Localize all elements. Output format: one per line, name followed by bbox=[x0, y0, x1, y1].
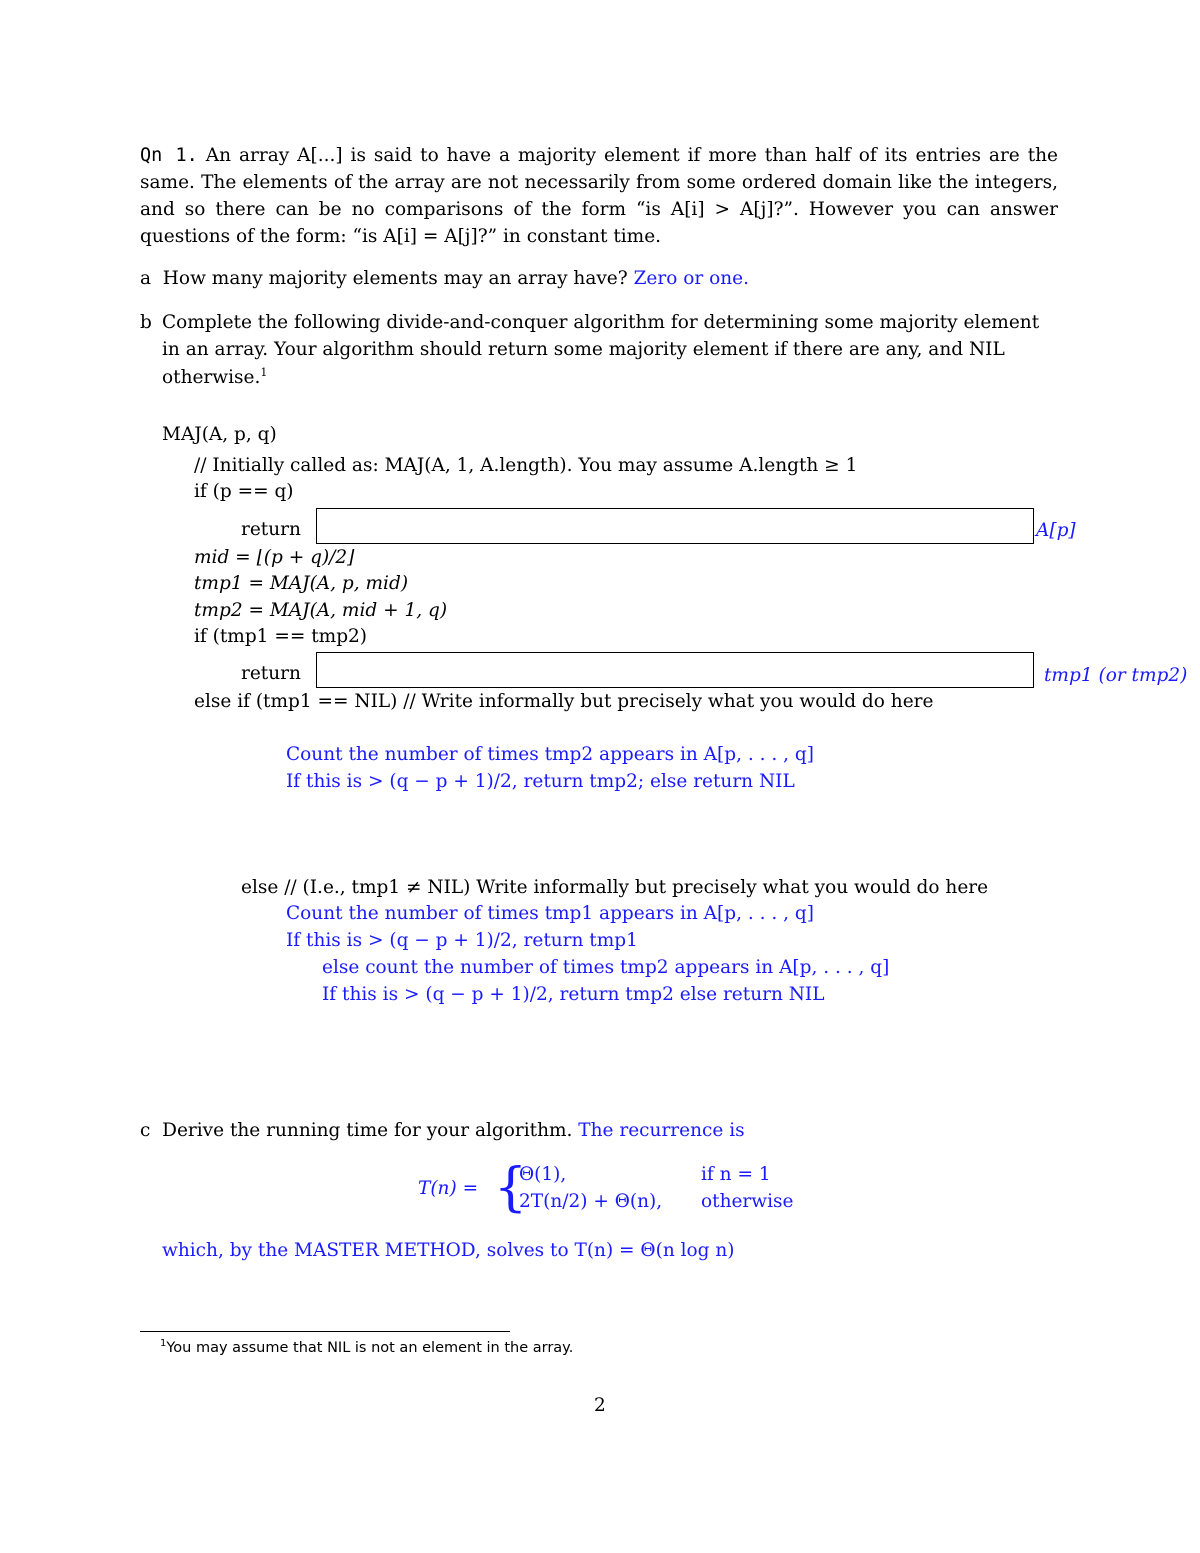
answer-1: A[p] bbox=[1036, 520, 1076, 541]
recurrence-case2-expr: 2T(n/2) + Θ(n), bbox=[519, 1191, 663, 1212]
part-a bbox=[140, 268, 749, 289]
footnote-mark: 1 bbox=[160, 1338, 167, 1349]
algo-tmp1: tmp1 = MAJ(A, p, mid) bbox=[194, 573, 409, 594]
else-answer-1: Count the number of times tmp1 appears in A[p, . . . , q] bbox=[286, 903, 814, 924]
part-a-answer: Zero or one. bbox=[633, 268, 749, 289]
else-answer-3: else count the number of times tmp2 appears in A[p, . . . , q] bbox=[322, 957, 890, 978]
question-text: An array A[...] is said to have a majority element if more than half of its entries are the same. The elements of the array are not necessarily from some ordered domain like the integers, and so there can be no comparisons of the form “is A[i] > A[j]?”. However you can answer questions of the form: “is A[i] = A[j]?” in constant time. bbox=[140, 145, 1058, 247]
algo-return2: return bbox=[241, 663, 301, 684]
footnote-rule bbox=[140, 1331, 510, 1332]
page-number: 2 bbox=[594, 1395, 606, 1416]
algo-else: else // (I.e., tmp1 ≠ NIL) Write informally but precisely what you would do here bbox=[241, 877, 989, 898]
part-c-label: c bbox=[140, 1120, 151, 1141]
recurrence-case1-cond: if n = 1 bbox=[701, 1164, 771, 1185]
else-answer-4: If this is > (q − p + 1)/2, return tmp2 else return NIL bbox=[322, 984, 825, 1005]
part-c-question: Derive the running time for your algorithm. bbox=[162, 1120, 573, 1141]
algo-elseif: else if (tmp1 == NIL) // Write informally but precisely what you would do here bbox=[194, 691, 934, 712]
part-a-label: a bbox=[140, 268, 152, 289]
answer-box-1 bbox=[316, 508, 1034, 544]
elseif-answer-2: If this is > (q − p + 1)/2, return tmp2; else return NIL bbox=[286, 771, 795, 792]
footnote-text: You may assume that NIL is not an element in the array. bbox=[166, 1339, 574, 1356]
recurrence-brace: { bbox=[494, 1158, 528, 1218]
recurrence-lhs: T(n) = bbox=[418, 1178, 479, 1199]
answer-2: tmp1 (or tmp2) bbox=[1044, 665, 1188, 686]
else-answer-2: If this is > (q − p + 1)/2, return tmp1 bbox=[286, 930, 638, 951]
algo-comment: // Initially called as: MAJ(A, 1, A.length). You may assume A.length ≥ 1 bbox=[194, 455, 858, 476]
question-label: Qn 1. bbox=[140, 145, 198, 166]
answer-box-2 bbox=[316, 652, 1034, 688]
part-c-answer-intro: The recurrence is bbox=[578, 1120, 745, 1141]
recurrence-case2-cond: otherwise bbox=[701, 1191, 794, 1212]
algo-mid: mid = ⌊(p + q)/2⌋ bbox=[194, 547, 355, 568]
algo-tmp2: tmp2 = MAJ(A, mid + 1, q) bbox=[194, 600, 448, 621]
footnote bbox=[160, 1338, 573, 1356]
footnote-ref: 1 bbox=[260, 366, 268, 379]
algo-header: MAJ(A, p, q) bbox=[162, 424, 277, 445]
elseif-answer-1: Count the number of times tmp2 appears in A[p, . . . , q] bbox=[286, 744, 814, 765]
part-b-line3 bbox=[162, 366, 267, 388]
part-c-conclusion: which, by the MASTER METHOD, solves to T(n) = Θ(n log n) bbox=[162, 1240, 735, 1261]
part-b-label: b bbox=[140, 312, 152, 333]
part-b-line3-text: otherwise. bbox=[162, 367, 261, 389]
part-c bbox=[140, 1120, 745, 1141]
part-b-line2: in an array. Your algorithm should return some majority element if there are any, and NIL bbox=[162, 339, 1005, 360]
question-intro bbox=[140, 142, 1058, 250]
algo-return1: return bbox=[241, 519, 301, 540]
algo-if1: if (p == q) bbox=[194, 481, 294, 502]
recurrence-case1-expr: Θ(1), bbox=[519, 1164, 567, 1185]
part-a-question: How many majority elements may an array have? bbox=[162, 268, 628, 289]
algo-if2: if (tmp1 == tmp2) bbox=[194, 626, 368, 647]
part-b-line1: Complete the following divide-and-conquer algorithm for determining some majority element bbox=[162, 312, 1040, 333]
